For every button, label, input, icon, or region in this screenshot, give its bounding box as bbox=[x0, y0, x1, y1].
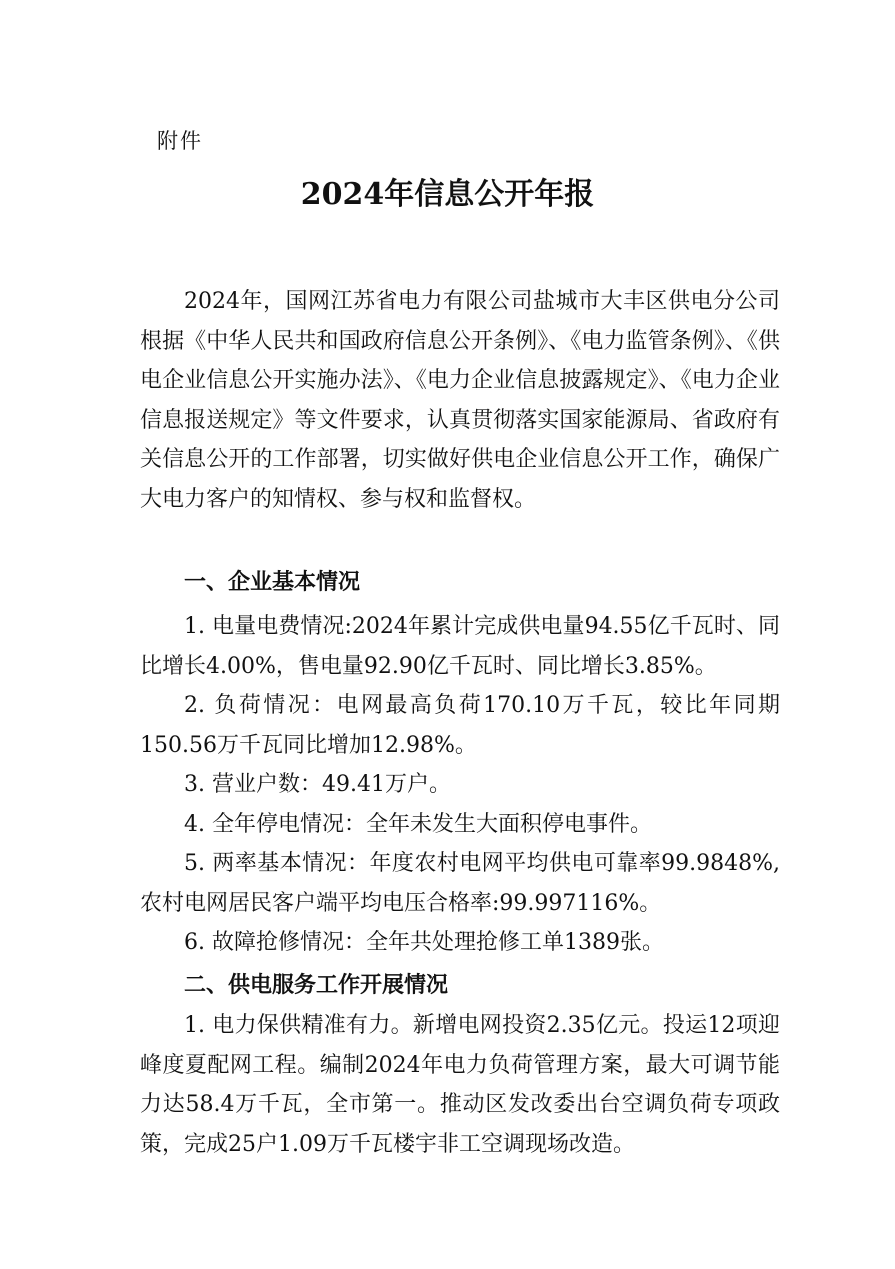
document-title: 2024年信息公开年报 bbox=[300, 177, 595, 212]
section2-heading: 二、供电服务工作开展情况 bbox=[184, 972, 449, 998]
intro-paragraph: 2024年，国网江苏省电力有限公司盐城市大丰区供电分公司根据《中华人民共和国政府信息公开条例》、《电力监管条例》、《供电企业信息公开实施办法》、《电力企业信息披露规定》、《电力企业信息报送规定》等文件要求，认真贯彻落实国家能源局、省政府有关信息公开的工作部署，切实做好供电企业信息公开工作，确保广大电力客户的知情权、参与权和监督权。 bbox=[140, 289, 780, 512]
section1-item-electricity: 1. 电量电费情况:2024年累计完成供电量94.55亿千瓦时、同比增长4.00%，售电量92.90亿千瓦时、同比增长3.85%。 bbox=[140, 614, 780, 679]
section1-items bbox=[140, 607, 780, 963]
section1-item-rates: 5. 两率基本情况：年度农村电网平均供电可靠率99.9848%,农村电网居民客户端平均电压合格率:99.997116%。 bbox=[140, 851, 780, 916]
section2-items bbox=[140, 1006, 780, 1164]
section1-heading: 一、企业基本情况 bbox=[184, 569, 361, 595]
section1-item-outage: 4. 全年停电情况：全年未发生大面积停电事件。 bbox=[184, 811, 652, 837]
section1-item-customers: 3. 营业户数：49.41万户。 bbox=[184, 772, 451, 797]
section1-heading-block bbox=[140, 563, 780, 603]
attachment-label: 附件 bbox=[157, 129, 203, 153]
section1-item-repair: 6. 故障抢修情况：全年共处理抢修工单1389张。 bbox=[184, 930, 664, 955]
section2-heading-block bbox=[140, 966, 780, 1006]
section2-item-supply: 1. 电力保供精准有力。新增电网投资2.35亿元。投运12项迎峰度夏配网工程。编制2024年电力负荷管理方案，最大可调节能力达58.4万千瓦，全市第一。推动区发改委出台空调负荷专项政策，完成25户1.09万千瓦楼宇非工空调现场改造。 bbox=[140, 1013, 780, 1157]
section1-item-load: 2. 负荷情况：电网最高负荷170.10万千瓦，较比年同期150.56万千瓦同比增加12.98%。 bbox=[140, 693, 780, 758]
intro-block bbox=[140, 282, 780, 519]
